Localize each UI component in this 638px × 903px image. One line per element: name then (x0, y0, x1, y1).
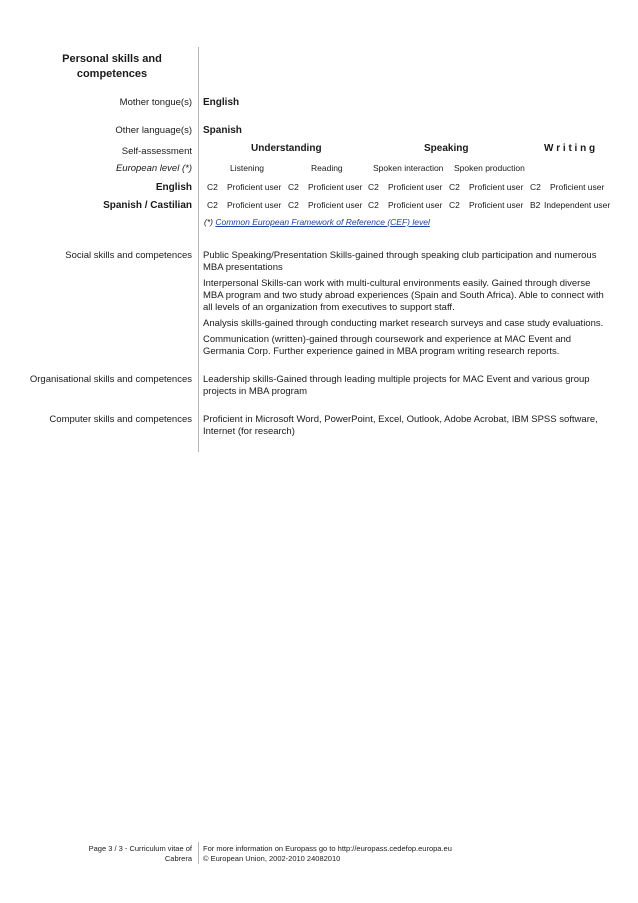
level-code: B2 (530, 200, 541, 210)
subheader-spoken-interaction: Spoken interaction (373, 163, 444, 173)
section-title: Personal skills and competences (62, 53, 162, 80)
level-desc: Proficient user (227, 182, 282, 192)
computer-skills-text: Proficient in Microsoft Word, PowerPoint, Excel, Outlook, Adobe Acrobat, IBM SPSS software, Internet (for research) (203, 414, 598, 437)
european-level-label: European level (*) (115, 163, 192, 174)
social-skills-para: Communication (written)-gained through coursework and experience at MAC Event and Germania Corp. Further experience gained in MBA program writing research reports. (203, 334, 572, 357)
footer-left (89, 844, 192, 864)
footnote-marker: (*) (204, 217, 213, 227)
writing-header: W r i t i n g (544, 143, 596, 154)
cef-link[interactable]: Common European Framework of Reference (CEF) level (215, 217, 430, 227)
cef-footnote (204, 217, 430, 228)
self-assessment-label: Self-assessment (121, 146, 192, 157)
level-desc: Proficient user (308, 200, 363, 210)
level-desc: Independent user (544, 200, 611, 210)
level-desc: Proficient user (469, 200, 524, 210)
level-desc: Proficient user (308, 182, 363, 192)
level-code: C2 (449, 200, 460, 210)
social-skills-para: Analysis skills-gained through conducting market research surveys and case study evaluations. (203, 318, 604, 329)
level-code: C2 (288, 200, 299, 210)
organisational-skills-text: Leadership skills-Gained through leading multiple projects for MAC Event and various group projects in MBA program (203, 374, 590, 397)
row-language-spanish: Spanish / Castilian (103, 200, 192, 211)
level-desc: Proficient user (388, 200, 443, 210)
social-skills-para: Interpersonal Skills-can work with multi-cultural environments easily. Gained through diverse MBA program and two study abroad experiences (Spain and South Africa). Able to connect with all levels of an organization from executives to support staff. (203, 278, 604, 313)
footer-page-info: Page 3 / 3 - Curriculum vitae of (88, 844, 192, 853)
column-divider (198, 47, 199, 452)
footer-copyright: © European Union, 2002-2010 24082010 (203, 854, 341, 863)
social-skills-para: Public Speaking/Presentation Skills-gained through speaking club participation and numerous MBA presentations (203, 250, 597, 273)
footer-right (203, 844, 452, 864)
mother-tongue-label: Mother tongue(s) (119, 97, 192, 108)
level-desc: Proficient user (388, 182, 443, 192)
level-code: C2 (207, 200, 218, 210)
other-language-label: Other language(s) (115, 125, 192, 136)
level-code: C2 (288, 182, 299, 192)
level-desc: Proficient user (469, 182, 524, 192)
footer-divider (198, 842, 199, 864)
subheader-listening: Listening (230, 163, 265, 173)
other-language-value: Spanish (203, 125, 242, 136)
understanding-header: Understanding (251, 143, 322, 154)
computer-skills-label: Computer skills and competences (49, 414, 192, 425)
social-skills-label: Social skills and competences (65, 250, 192, 261)
level-code: C2 (368, 182, 379, 192)
level-desc: Proficient user (550, 182, 605, 192)
speaking-header: Speaking (424, 143, 469, 154)
subheader-reading: Reading (311, 163, 343, 173)
row-language-english: English (155, 182, 192, 193)
level-desc: Proficient user (227, 200, 282, 210)
footer-name: Cabrera (164, 854, 192, 863)
footer-europass-info[interactable]: For more information on Europass go to http://europass.cedefop.europa.eu (203, 844, 452, 853)
level-code: C2 (207, 182, 218, 192)
subheader-spoken-production: Spoken production (454, 163, 525, 173)
mother-tongue-value: English (203, 97, 240, 108)
level-code: C2 (368, 200, 379, 210)
level-code: C2 (449, 182, 460, 192)
organisational-skills-label: Organisational skills and competences (29, 374, 192, 385)
level-code: C2 (530, 182, 541, 192)
